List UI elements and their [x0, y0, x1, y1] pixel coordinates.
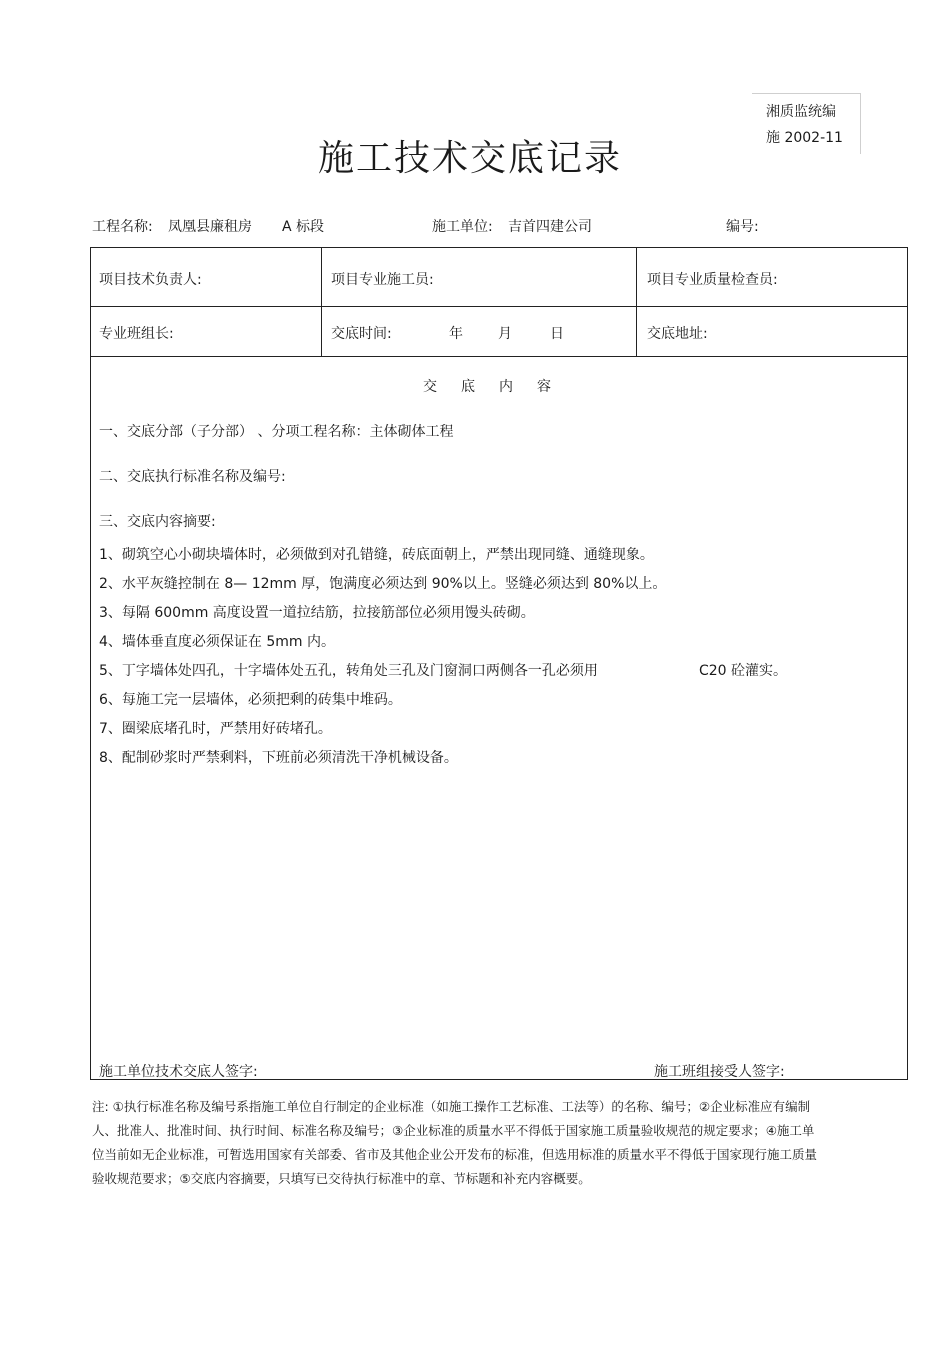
document-number-label: 编号:	[726, 219, 759, 235]
site-worker-field: 项目专业施工员:	[331, 272, 434, 288]
content-item-8: 8、配制砂浆时严禁剩料，下班前必须清洗干净机械设备。	[99, 750, 458, 766]
quality-inspector-field: 项目专业质量检查员:	[647, 272, 778, 288]
briefer-signature-label: 施工单位技术交底人签字:	[99, 1064, 258, 1080]
row-divider	[91, 356, 907, 357]
content-item-5-tail: C20 砼灌实。	[699, 663, 788, 679]
section-1: 一、交底分部（子分部） 、分项工程名称：主体砌体工程	[99, 424, 454, 440]
content-item-2: 2、水平灰缝控制在 8— 12mm 厚，饱满度必须达到 90%以上。竖缝必须达到 80%以上。	[99, 576, 667, 592]
page-title: 施工技术交底记录	[317, 138, 622, 179]
column-divider	[321, 248, 322, 356]
content-item-6: 6、每施工完一层墙体，必须把剩的砖集中堆码。	[99, 692, 402, 708]
briefing-place-field: 交底地址:	[647, 326, 708, 342]
content-item-4: 4、墙体垂直度必须保证在 5mm 内。	[99, 634, 335, 650]
form-code-line1: 湘质监统编	[766, 104, 836, 120]
content-heading: 交底内容	[423, 379, 575, 395]
column-divider	[636, 248, 637, 356]
content-item-3: 3、每隔 600mm 高度设置一道拉结筋，拉接筋部位必须用馒头砖砌。	[99, 605, 535, 621]
content-item-7: 7、圈梁底堵孔时，严禁用好砖堵孔。	[99, 721, 332, 737]
project-section: A 标段	[282, 219, 325, 235]
footnotes: 注: ①执行标准名称及编号系指施工单位自行制定的企业标准（如施工操作工艺标准、工法等）的名称、编号；②企业标准应有编制人、批准人、批准时间、执行时间、标准名称及编号；③企业标准的质量水平不得低于国家施工质量验收规范的规定要求；④施工单位当前如无企业标准，可暂选用国家有关部委、省市及其他企业公开发布的标准，但选用标准的质量水平不得低于国家现行施工质量验收规范要求；⑤交底内容摘要，只填写已交待执行标准中的章、节标题和补充内容概要。	[92, 1099, 818, 1186]
construction-unit-label: 施工单位:	[432, 219, 493, 235]
day-label: 日	[550, 326, 564, 342]
briefing-record-table	[90, 247, 908, 1080]
team-lead-field: 专业班组长:	[99, 326, 174, 342]
month-label: 月	[498, 326, 512, 342]
form-code-line2: 施 2002-11	[766, 130, 843, 146]
content-item-1: 1、砌筑空心小砌块墙体时，必须做到对孔错缝，砖底面朝上，严禁出现同缝、通缝现象。	[99, 547, 654, 563]
construction-unit-value: 吉首四建公司	[508, 219, 592, 235]
section-2: 二、交底执行标准名称及编号:	[99, 469, 286, 485]
content-item-5: 5、丁字墙体处四孔，十字墙体处五孔，转角处三孔及门窗洞口两侧各一孔必须用	[99, 663, 598, 679]
project-name-label: 工程名称:	[92, 219, 153, 235]
year-label: 年	[449, 326, 463, 342]
project-name-value: 凤凰县廉租房	[168, 219, 252, 235]
tech-lead-field: 项目技术负责人:	[99, 272, 202, 288]
briefing-time-label: 交底时间:	[331, 326, 392, 342]
receiver-signature-label: 施工班组接受人签字:	[654, 1064, 785, 1080]
section-3: 三、交底内容摘要:	[99, 514, 216, 530]
row-divider	[91, 306, 907, 307]
